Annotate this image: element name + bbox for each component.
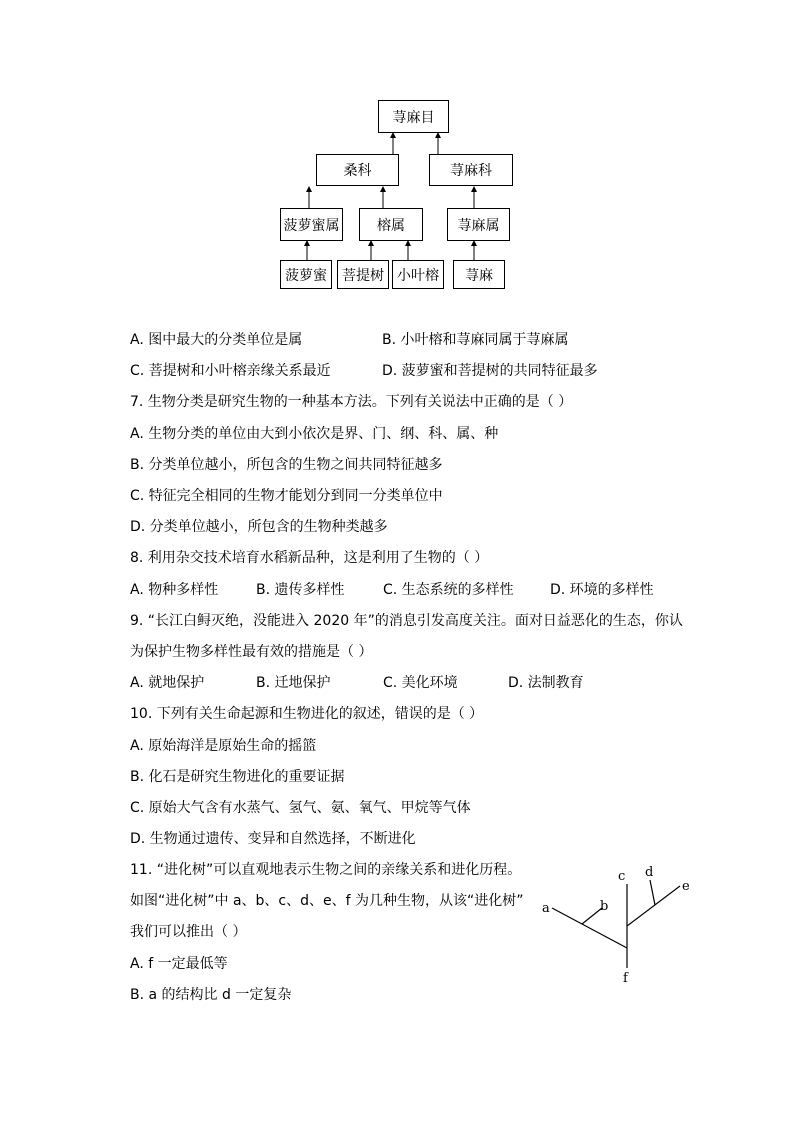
q8-option-c: C. 生态系统的多样性 [383, 582, 514, 598]
evo-label-b: b [600, 899, 609, 914]
q10-option-a: A. 原始海洋是原始生命的摇篮 [130, 738, 317, 754]
q6-option-d: D. 菠萝蜜和菩提树的共同特征最多 [382, 363, 598, 379]
q9-stem-line1: 9. “长江白鲟灭绝，没能进入 2020 年”的消息引发高度关注。面对日益恶化的生态，你认 [130, 613, 683, 629]
q11-option-a: A. f 一定最低等 [130, 956, 228, 972]
q9-option-d: D. 法制教育 [508, 675, 584, 691]
q11-stem-line1: 11. “进化树”可以直观地表示生物之间的亲缘关系和进化历程。 [130, 862, 522, 878]
q9-option-c: C. 美化环境 [383, 675, 458, 691]
node-species-jackfruit: 菠萝蜜 [280, 260, 332, 289]
taxonomy-connectors [0, 0, 794, 300]
q10-option-b: B. 化石是研究生物进化的重要证据 [130, 769, 345, 785]
q7-option-d: D. 分类单位越小，所包含的生物种类越多 [130, 519, 388, 535]
q8-option-a: A. 物种多样性 [130, 582, 219, 598]
q7-stem: 7. 生物分类是研究生物的一种基本方法。下列有关说法中正确的是（ ） [130, 394, 573, 410]
node-order: 荨麻目 [378, 100, 449, 133]
node-family-urticaceae: 荨麻科 [429, 154, 513, 186]
evo-label-e: e [682, 879, 690, 894]
node-genus-urtica: 荨麻属 [447, 208, 510, 241]
q8-option-d: D. 环境的多样性 [550, 582, 654, 598]
q7-option-a: A. 生物分类的单位由大到小依次是界、门、纲、科、属、种 [130, 426, 499, 442]
q11-option-b: B. a 的结构比 d 一定复杂 [130, 987, 292, 1003]
evo-label-c: c [618, 869, 626, 884]
q9-option-a: A. 就地保护 [130, 675, 205, 691]
q8-option-b: B. 遗传多样性 [256, 582, 345, 598]
q8-stem: 8. 利用杂交技术培育水稻新品种，这是利用了生物的（ ） [130, 550, 489, 566]
node-genus-ficus: 榕属 [359, 208, 423, 241]
q10-option-d: D. 生物通过遗传、变异和自然选择，不断进化 [130, 831, 416, 847]
q10-option-c: C. 原始大气含有水蒸气、氢气、氨、氧气、甲烷等气体 [130, 800, 471, 816]
q9-stem-line2: 为保护生物多样性最有效的措施是（ ） [130, 644, 373, 660]
q11-stem-line3: 我们可以推出（ ） [130, 924, 247, 940]
evo-label-d: d [645, 865, 654, 880]
q6-option-a: A. 图中最大的分类单位是属 [130, 332, 303, 348]
q9-option-b: B. 迁地保护 [256, 675, 331, 691]
node-family-moraceae: 桑科 [316, 154, 399, 186]
evolution-tree [530, 860, 710, 990]
q11-stem-line2: 如图“进化树”中 a、b、c、d、e、f 为几种生物，从该“进化树” [130, 893, 524, 909]
node-species-bodhi: 菩提树 [337, 260, 389, 289]
q7-option-c: C. 特征完全相同的生物才能划分到同一分类单位中 [130, 488, 443, 504]
evo-label-a: a [542, 901, 550, 916]
q7-option-b: B. 分类单位越小，所包含的生物之间共同特征越多 [130, 457, 443, 473]
evo-label-f: f [623, 971, 628, 986]
node-species-smallfig: 小叶榕 [392, 260, 444, 289]
node-genus-artocarpus: 菠萝蜜属 [280, 208, 343, 241]
q6-option-b: B. 小叶榕和荨麻同属于荨麻属 [382, 332, 569, 348]
node-species-nettle: 荨麻 [453, 260, 505, 289]
q10-stem: 10. 下列有关生命起源和生物进化的叙述，错误的是（ ） [130, 706, 484, 722]
q6-option-c: C. 菩提树和小叶榕亲缘关系最近 [130, 363, 331, 379]
